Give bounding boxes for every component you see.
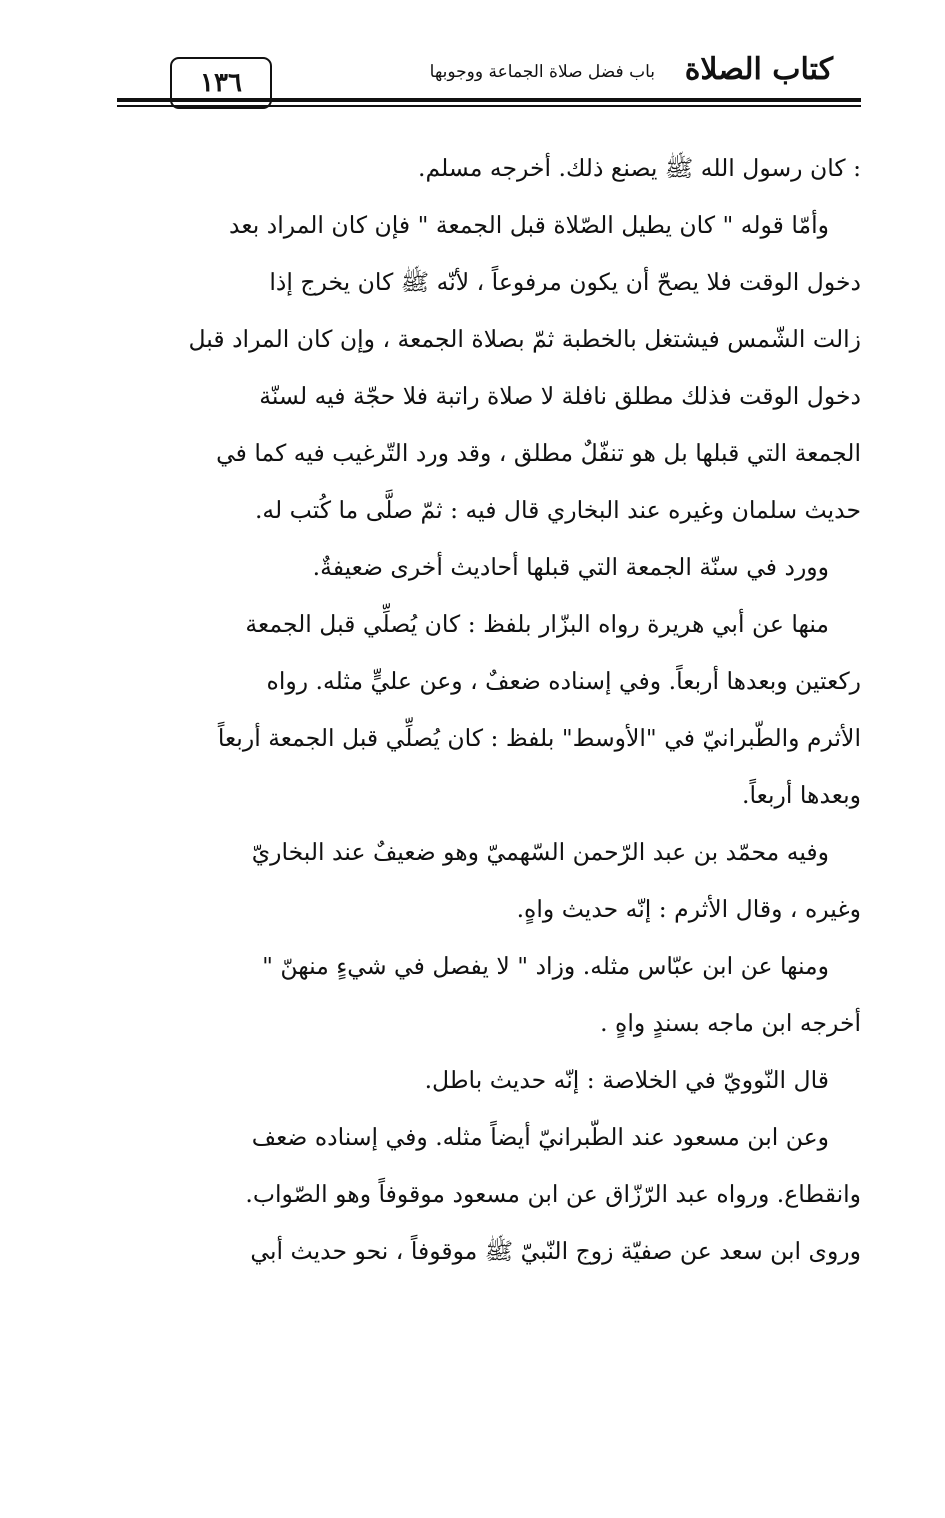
text-line: ومنها عن ابن عبّاس مثله. وزاد " لا يفصل في شيءٍ منهنّ " [262,952,829,980]
chapter-title: باب فضل صلاة الجماعة ووجوبها [429,62,655,82]
text-line: دخول الوقت فلا يصحّ أن يكون مرفوعاً ، لأنّه ﷺ كان يخرج إذا [269,268,861,296]
text-line: ركعتين وبعدها أربعاً. وفي إسناده ضعفٌ ، وعن عليٍّ مثله. رواه [266,667,861,695]
text-line: دخول الوقت فذلك مطلق نافلة لا صلاة راتبة فلا حجّة فيه لسنّة [259,382,861,410]
text-line: أخرجه ابن ماجه بسندٍ واهٍ . [600,1009,861,1037]
text-line: وانقطاع. ورواه عبد الرّزّاق عن ابن مسعود موقوفاً وهو الصّواب. [245,1180,861,1208]
text-line: وورد في سنّة الجمعة التي قبلها أحاديث أخرى ضعيفةٌ. [312,553,829,581]
text-line: حديث سلمان وغيره عند البخاري قال فيه : ثمّ صلَّى ما كُتب له. [254,496,861,524]
text-line: الأثرم والطّبرانيّ في "الأوسط" بلفظ : كان يُصلِّي قبل الجمعة أربعاً [217,724,861,752]
text-line: وأمّا قوله " كان يطيل الصّلاة قبل الجمعة " فإن كان المراد بعد [229,211,829,239]
text-line: : كان رسول الله ﷺ يصنع ذلك. أخرجه مسلم. [417,154,861,182]
text-line: وروى ابن سعد عن صفيّة زوج النّبيّ ﷺ موقوفاً ، نحو حديث أبي [250,1237,861,1265]
text-line: منها عن أبي هريرة رواه البزّار بلفظ : كان يُصلِّي قبل الجمعة [245,610,829,638]
text-line: وفيه محمّد بن عبد الرّحمن السّهميّ وهو ضعيفٌ عند البخاريّ [251,838,829,866]
body-text [117,140,861,1280]
text-line: وغيره ، وقال الأثرم : إنّه حديث واهٍ. [516,895,861,923]
page-header [0,0,945,120]
book-title: كتاب الصلاة [684,52,833,87]
text-line: زالت الشّمس فيشتغل بالخطبة ثمّ بصلاة الجمعة ، وإن كان المراد قبل [188,325,861,353]
text-line: وبعدها أربعاً. [742,781,861,809]
text-line: الجمعة التي قبلها بل هو تنفّلٌ مطلق ، وقد ورد التّرغيب فيه كما في [216,439,861,467]
header-rule-thin [117,105,861,107]
page-number: ١٣٦ [170,57,272,109]
text-line: وعن ابن مسعود عند الطّبرانيّ أيضاً مثله. وفي إسناده ضعف [251,1123,829,1151]
header-rule-thick [117,98,861,102]
text-line: قال النّوويّ في الخلاصة : إنّه حديث باطل. [424,1066,829,1094]
